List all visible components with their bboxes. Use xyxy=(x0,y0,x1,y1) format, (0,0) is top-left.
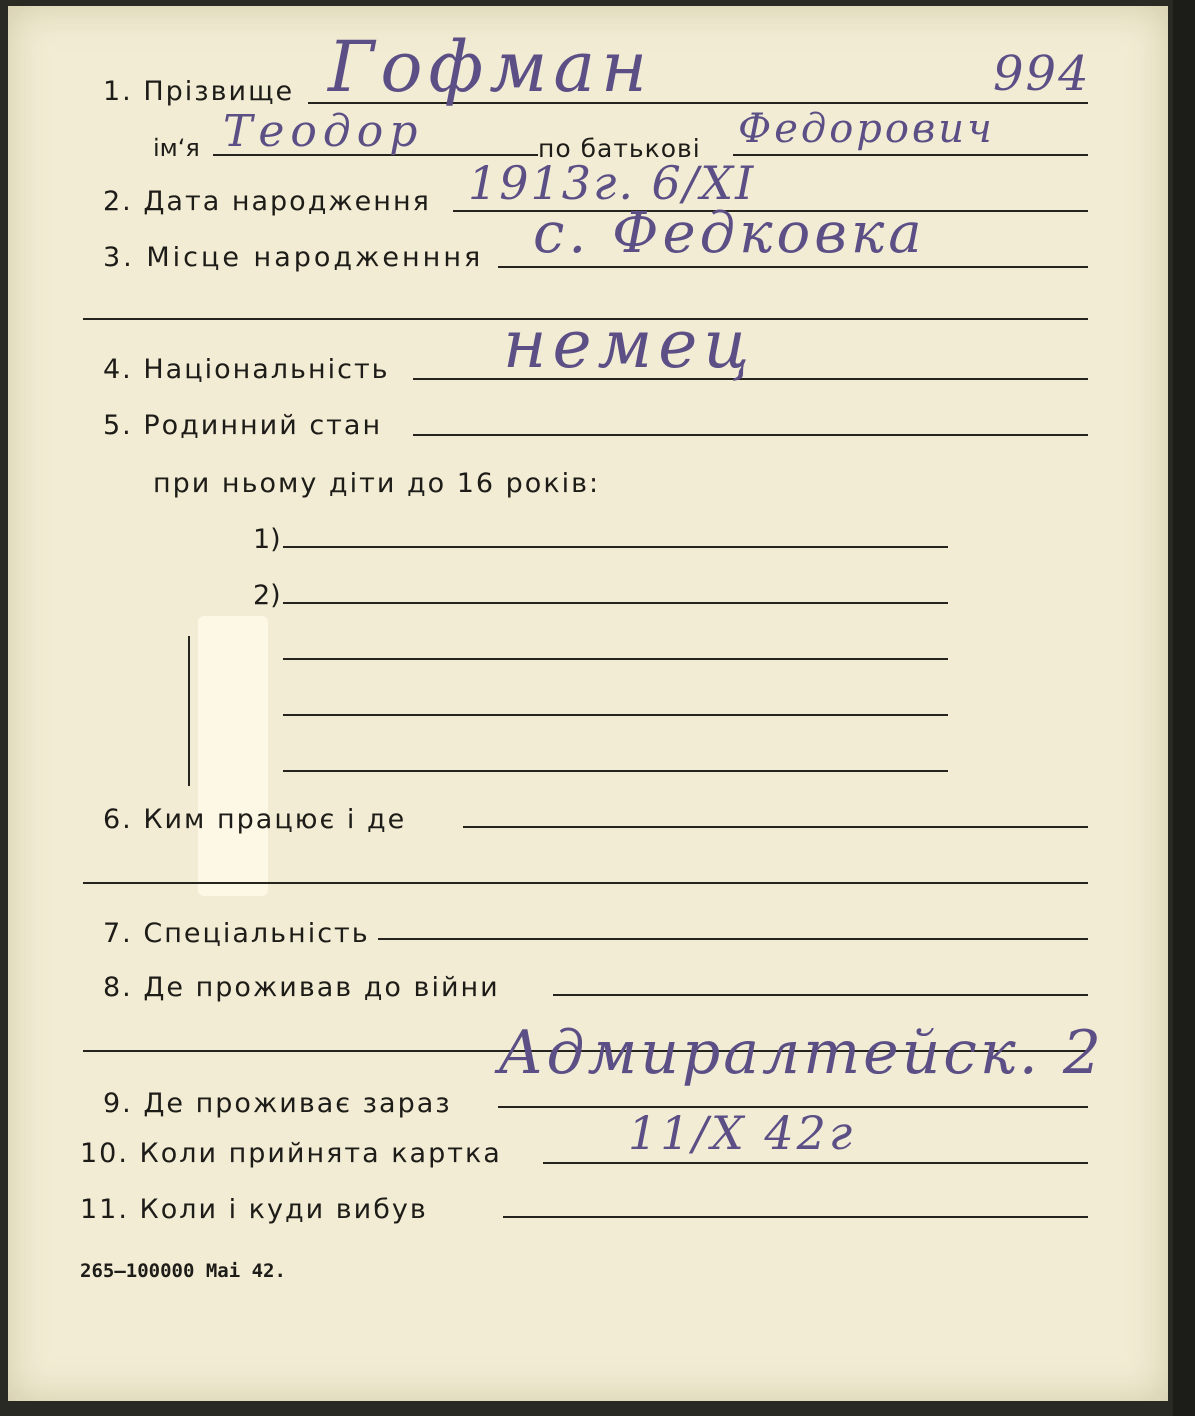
field-nationality-label: 4. Національність xyxy=(103,354,390,385)
work-line-2 xyxy=(83,882,1088,884)
birthplace-line xyxy=(498,266,1088,268)
field-prewar-residence-label: 8. Де проживав до війни xyxy=(103,972,500,1003)
field-surname-label: 1. Прізвище xyxy=(103,76,295,107)
registration-card xyxy=(8,6,1168,1401)
field-departure-label: 11. Коли і куди вибув xyxy=(80,1194,428,1225)
child-5-line xyxy=(283,770,948,772)
prewar-residence-line xyxy=(553,994,1088,996)
handwritten-surname: Гофман xyxy=(328,26,654,108)
child-3-line xyxy=(283,658,948,660)
field-birthdate-label: 2. Дата народження xyxy=(103,186,431,217)
departure-line xyxy=(503,1216,1088,1218)
handwritten-nationality: немец xyxy=(503,306,756,383)
field-children-label: при ньому діти до 16 років: xyxy=(153,468,601,499)
handwritten-current-residence: Адмиралтейск. 2 xyxy=(498,1018,1105,1088)
handwritten-number: 994 xyxy=(993,46,1091,102)
field-current-residence-label: 9. Де проживає зараз xyxy=(103,1088,452,1119)
handwritten-birthplace: с. Федковка xyxy=(533,201,926,266)
field-specialty-label: 7. Спеціальність xyxy=(103,918,370,949)
handwritten-birthdate: 1913г. 6/XI xyxy=(468,156,756,210)
children-margin-line xyxy=(188,636,190,786)
handwritten-card-accepted: 11/X 42г xyxy=(628,1106,856,1160)
field-name-label: ім‘я xyxy=(153,134,200,162)
field-card-accepted-label: 10. Коли прийнята картка xyxy=(80,1138,502,1169)
card-edge-shadow xyxy=(1173,0,1195,1416)
specialty-line xyxy=(378,938,1088,940)
field-family-label: 5. Родинний стан xyxy=(103,410,383,441)
paper-stain xyxy=(198,616,268,896)
child-2-line xyxy=(283,602,948,604)
field-patronymic-label: по батькові xyxy=(538,134,701,163)
handwritten-name: Теодор xyxy=(223,106,424,157)
print-run-footer: 265–100000 Mai 42. xyxy=(80,1260,286,1282)
field-birthplace-label: 3. Місце народженння xyxy=(103,242,484,273)
patronymic-line xyxy=(733,154,1088,156)
child-4-line xyxy=(283,714,948,716)
family-line xyxy=(413,434,1088,436)
child-2-label: 2) xyxy=(253,580,281,611)
work-line xyxy=(463,826,1088,828)
field-work-label: 6. Ким працює і де xyxy=(103,804,407,835)
handwritten-patronymic: Федорович xyxy=(738,106,995,152)
child-1-line xyxy=(283,546,948,548)
card-accepted-line xyxy=(543,1162,1088,1164)
child-1-label: 1) xyxy=(253,524,281,555)
